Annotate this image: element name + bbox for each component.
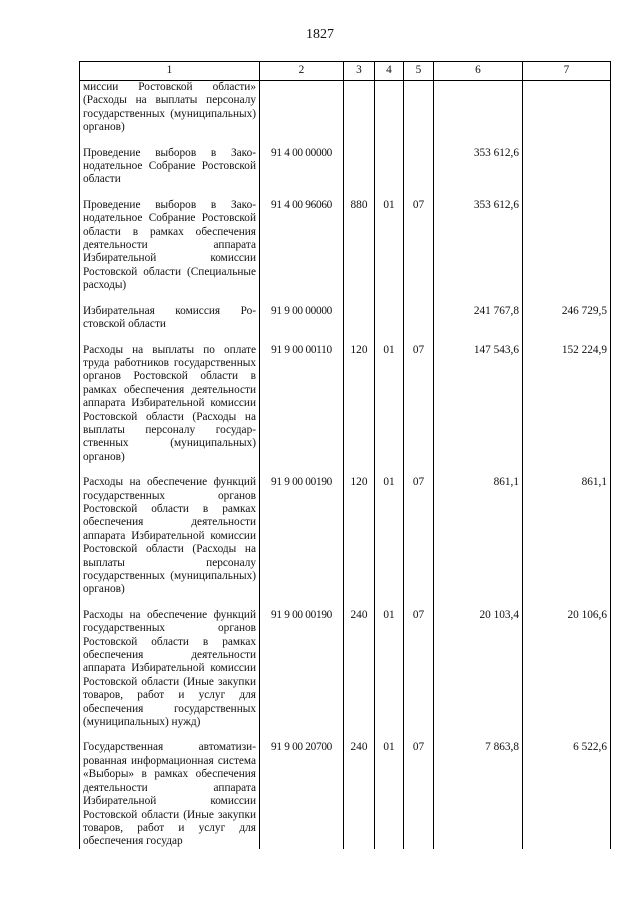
row-pr: 07 — [404, 476, 434, 597]
row-vr: 120 — [344, 476, 375, 597]
row-sum-2 — [523, 81, 611, 135]
col-header-1: 1 — [80, 62, 260, 81]
table-row — [80, 147, 611, 187]
row-rz — [375, 81, 404, 135]
row-pr: 07 — [404, 344, 434, 465]
row-sum-1: 241 767,8 — [434, 305, 523, 332]
row-rz: 01 — [375, 741, 404, 848]
row-description: Проведение выборов в Законодательное Собрание Ростовской области в рамках обеспечения деятельности аппарата Избирательной комиссии Ростовской области (Специальные расходы) — [80, 199, 260, 293]
row-rz — [375, 147, 404, 187]
header-row — [80, 62, 611, 81]
table-row — [80, 199, 611, 293]
row-pr — [404, 147, 434, 187]
page-number: 1827 — [306, 27, 334, 42]
row-vr: 120 — [344, 344, 375, 465]
row-vr: 240 — [344, 741, 375, 848]
table-row — [80, 609, 611, 730]
table-row — [80, 344, 611, 465]
row-sum-1: 20 103,4 — [434, 609, 523, 730]
col-header-4: 4 — [375, 62, 404, 81]
row-rz: 01 — [375, 609, 404, 730]
row-sum-1: 7 863,8 — [434, 741, 523, 848]
budget-table — [79, 61, 611, 849]
row-code: 91 4 00 96060 — [260, 199, 344, 293]
row-sum-2: 246 729,5 — [523, 305, 611, 332]
row-vr — [344, 147, 375, 187]
row-pr: 07 — [404, 199, 434, 293]
table-row — [80, 81, 611, 135]
row-description: миссии Ростовской области» (Расходы на выплаты персоналу государственных (муниципальных) органов) — [80, 81, 260, 135]
row-description: Расходы на обеспечение функций государственных органов Ростовской области в рамках обеспечения деятельности аппарата Избирательной комиссии Ростовской области (Иные закупки товаров, работ и услуг для обеспечения государственных (муниципальных) нужд) — [80, 609, 260, 730]
row-description: Проведение выборов в Законодательное Собрание Ростовской области — [80, 147, 260, 187]
row-code: 91 9 00 00000 — [260, 305, 344, 332]
row-rz: 01 — [375, 476, 404, 597]
col-header-3: 3 — [344, 62, 375, 81]
row-sum-2: 20 106,6 — [523, 609, 611, 730]
row-vr: 880 — [344, 199, 375, 293]
row-description: Расходы на обеспечение функций государственных органов Ростовской области в рамках обеспечения деятельности аппарата Избирательной комиссии Ростовской области (Расходы на выплаты персоналу государственных (муниципальных) органов) — [80, 476, 260, 597]
row-vr — [344, 81, 375, 135]
row-code: 91 4 00 00000 — [260, 147, 344, 187]
row-code: 91 9 00 00110 — [260, 344, 344, 465]
col-header-6: 6 — [434, 62, 523, 81]
row-pr: 07 — [404, 609, 434, 730]
row-description: Избирательная комиссия Ростовской области — [80, 305, 260, 332]
row-description: Государственная автоматизированная информационная система «Выборы» в рамках обеспечения деятельности аппарата Избирательной комиссии Ростовской области (Иные закупки товаров, работ и услуг для обеспечения государ — [80, 741, 260, 848]
row-rz: 01 — [375, 199, 404, 293]
row-pr — [404, 305, 434, 332]
row-vr: 240 — [344, 609, 375, 730]
row-sum-1: 353 612,6 — [434, 147, 523, 187]
col-header-5: 5 — [404, 62, 434, 81]
row-vr — [344, 305, 375, 332]
row-description: Расходы на выплаты по оплате труда работников государственных органов Ростовской области в рамках обеспечения деятельности аппарата Избирательной комиссии Ростовской области (Расходы на выплаты персоналу государственных (муниципальных) органов) — [80, 344, 260, 465]
row-code: 91 9 00 00190 — [260, 476, 344, 597]
row-sum-1: 861,1 — [434, 476, 523, 597]
row-sum-2: 861,1 — [523, 476, 611, 597]
row-code: 91 9 00 00190 — [260, 609, 344, 730]
table-row — [80, 476, 611, 597]
row-pr: 07 — [404, 741, 434, 848]
row-sum-2: 6 522,6 — [523, 741, 611, 848]
row-sum-2 — [523, 147, 611, 187]
col-header-2: 2 — [260, 62, 344, 81]
row-code: 91 9 00 20700 — [260, 741, 344, 848]
col-header-7: 7 — [523, 62, 611, 81]
row-rz — [375, 305, 404, 332]
row-sum-1 — [434, 81, 523, 135]
row-rz: 01 — [375, 344, 404, 465]
row-pr — [404, 81, 434, 135]
row-code — [260, 81, 344, 135]
row-sum-2: 152 224,9 — [523, 344, 611, 465]
table-row — [80, 305, 611, 332]
row-sum-1: 147 543,6 — [434, 344, 523, 465]
table-row — [80, 741, 611, 848]
row-sum-2 — [523, 199, 611, 293]
row-sum-1: 353 612,6 — [434, 199, 523, 293]
